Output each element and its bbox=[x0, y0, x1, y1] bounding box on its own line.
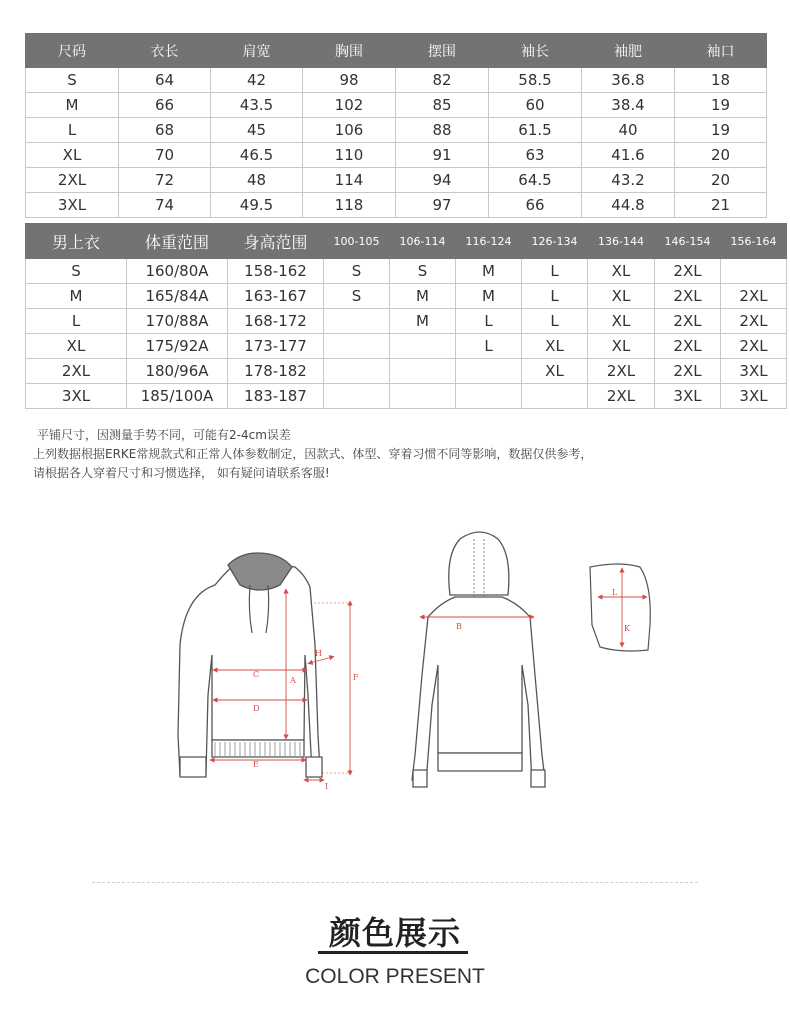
label-a: A bbox=[290, 676, 296, 685]
recommend-table-cell: M bbox=[390, 309, 456, 334]
size-table-cell: 43.2 bbox=[582, 168, 675, 193]
header-size: 尺码 bbox=[26, 34, 119, 68]
header-range-106-114: 106-114 bbox=[390, 224, 456, 259]
label-d: D bbox=[253, 704, 260, 713]
recommend-table-cell: M bbox=[456, 284, 522, 309]
header-cuff: 袖口 bbox=[675, 34, 767, 68]
size-table-cell: XL bbox=[26, 143, 119, 168]
header-height-range: 身高范围 bbox=[228, 224, 324, 259]
size-table-cell: 98 bbox=[303, 68, 396, 93]
garment-size-table bbox=[25, 33, 767, 218]
recommend-table-cell: 180/96A bbox=[127, 359, 228, 384]
size-table-cell: 21 bbox=[675, 193, 767, 218]
size-table-row bbox=[26, 168, 767, 193]
table2-header-row bbox=[26, 224, 787, 259]
recommend-table-cell: 3XL bbox=[721, 384, 787, 409]
size-table-cell: 63 bbox=[489, 143, 582, 168]
header-shoulder: 肩宽 bbox=[211, 34, 303, 68]
label-l: L bbox=[612, 588, 618, 597]
note-line-2: 上列数据根据ERKE常规款式和正常人体参数制定，因款式、体型、穿着习惯不同等影响，数据仅供参考， bbox=[33, 447, 593, 461]
size-table-cell: 91 bbox=[396, 143, 489, 168]
section-divider bbox=[92, 882, 698, 883]
recommend-table-cell: XL bbox=[26, 334, 127, 359]
recommend-table-cell: 3XL bbox=[721, 359, 787, 384]
size-table-cell: 40 bbox=[582, 118, 675, 143]
size-table-cell: S bbox=[26, 68, 119, 93]
recommend-table-cell: S bbox=[390, 259, 456, 284]
size-table-cell: 38.4 bbox=[582, 93, 675, 118]
header-range-156-164: 156-164 bbox=[721, 224, 787, 259]
recommend-table-row bbox=[26, 384, 787, 409]
recommend-table-cell: 2XL bbox=[655, 334, 721, 359]
recommend-table-cell: XL bbox=[588, 309, 655, 334]
back-hoodie-icon bbox=[412, 532, 545, 787]
size-table-cell: 97 bbox=[396, 193, 489, 218]
header-range-126-134: 126-134 bbox=[522, 224, 588, 259]
label-e: E bbox=[253, 760, 259, 769]
recommend-table-cell: 2XL bbox=[655, 309, 721, 334]
size-table-cell: 60 bbox=[489, 93, 582, 118]
label-c: C bbox=[253, 670, 260, 679]
label-b: B bbox=[456, 622, 462, 631]
recommend-table-cell bbox=[324, 334, 390, 359]
recommend-table-cell bbox=[390, 334, 456, 359]
recommend-table-cell bbox=[456, 359, 522, 384]
recommend-table-cell: L bbox=[522, 309, 588, 334]
recommend-table-cell: 2XL bbox=[721, 334, 787, 359]
recommend-table-cell: L bbox=[456, 334, 522, 359]
recommend-table-cell bbox=[324, 384, 390, 409]
recommend-table-cell: 2XL bbox=[26, 359, 127, 384]
recommend-table-cell: XL bbox=[588, 259, 655, 284]
recommend-table-cell bbox=[324, 359, 390, 384]
header-sleeve-width: 袖肥 bbox=[582, 34, 675, 68]
size-table-cell: 41.6 bbox=[582, 143, 675, 168]
size-table-cell: L bbox=[26, 118, 119, 143]
header-sleeve-length: 袖长 bbox=[489, 34, 582, 68]
size-table-cell: 74 bbox=[119, 193, 211, 218]
header-range-100-105: 100-105 bbox=[324, 224, 390, 259]
recommend-table-cell: 185/100A bbox=[127, 384, 228, 409]
recommend-table-cell: 160/80A bbox=[127, 259, 228, 284]
recommend-table-cell: 158-162 bbox=[228, 259, 324, 284]
label-k: K bbox=[624, 624, 630, 633]
label-h: H bbox=[315, 649, 322, 658]
measurement-notes bbox=[33, 426, 592, 483]
table1-header-row bbox=[26, 34, 767, 68]
recommend-table-cell: XL bbox=[522, 359, 588, 384]
recommend-table-cell: L bbox=[522, 259, 588, 284]
recommend-table-row bbox=[26, 334, 787, 359]
recommend-table-row bbox=[26, 259, 787, 284]
recommend-table-row bbox=[26, 359, 787, 384]
recommend-table-cell: S bbox=[26, 259, 127, 284]
recommend-table-cell: S bbox=[324, 284, 390, 309]
recommend-table-cell bbox=[721, 259, 787, 284]
size-table-cell: 64 bbox=[119, 68, 211, 93]
size-table-row bbox=[26, 193, 767, 218]
size-table-cell: 19 bbox=[675, 118, 767, 143]
label-f: F bbox=[353, 673, 359, 682]
note-line-3: 请根据各人穿着尺寸和习惯选择， 如有疑问请联系客服! bbox=[33, 466, 330, 480]
size-table-cell: 70 bbox=[119, 143, 211, 168]
size-table-cell: 20 bbox=[675, 168, 767, 193]
size-table-cell: 64.5 bbox=[489, 168, 582, 193]
recommend-table-cell: 173-177 bbox=[228, 334, 324, 359]
note-line-1: 平铺尺寸，因测量手势不同，可能有2-4cm误差 bbox=[37, 428, 291, 442]
recommend-table-cell bbox=[522, 384, 588, 409]
recommend-table-cell: XL bbox=[588, 284, 655, 309]
header-range-136-144: 136-144 bbox=[588, 224, 655, 259]
header-chest: 胸围 bbox=[303, 34, 396, 68]
recommend-table-cell: 3XL bbox=[655, 384, 721, 409]
size-table-cell: 36.8 bbox=[582, 68, 675, 93]
recommend-table-cell: L bbox=[522, 284, 588, 309]
recommend-table-cell: 175/92A bbox=[127, 334, 228, 359]
recommend-table-row bbox=[26, 284, 787, 309]
size-table-cell: 48 bbox=[211, 168, 303, 193]
size-table-cell: 2XL bbox=[26, 168, 119, 193]
recommend-table-cell bbox=[456, 384, 522, 409]
recommend-table-cell: 2XL bbox=[655, 259, 721, 284]
size-table-cell: 82 bbox=[396, 68, 489, 93]
size-table-cell: 94 bbox=[396, 168, 489, 193]
recommend-table-cell: 3XL bbox=[26, 384, 127, 409]
size-table-row bbox=[26, 118, 767, 143]
recommend-table-cell: 2XL bbox=[655, 359, 721, 384]
size-table-row bbox=[26, 68, 767, 93]
header-range-146-154: 146-154 bbox=[655, 224, 721, 259]
recommend-table-cell: 2XL bbox=[655, 284, 721, 309]
recommend-table-cell: L bbox=[456, 309, 522, 334]
size-table-cell: 68 bbox=[119, 118, 211, 143]
size-table-cell: 20 bbox=[675, 143, 767, 168]
header-range-116-124: 116-124 bbox=[456, 224, 522, 259]
size-table-cell: 19 bbox=[675, 93, 767, 118]
size-table-cell: 45 bbox=[211, 118, 303, 143]
size-table-cell: 118 bbox=[303, 193, 396, 218]
size-table-cell: 72 bbox=[119, 168, 211, 193]
recommend-table-cell: 178-182 bbox=[228, 359, 324, 384]
hoodie-measurement-diagram bbox=[160, 525, 660, 800]
size-table-cell: M bbox=[26, 93, 119, 118]
recommend-table-cell: 170/88A bbox=[127, 309, 228, 334]
header-hem: 摆围 bbox=[396, 34, 489, 68]
recommend-table-cell: 168-172 bbox=[228, 309, 324, 334]
size-table-cell: 18 bbox=[675, 68, 767, 93]
size-table-cell: 3XL bbox=[26, 193, 119, 218]
size-table-cell: 66 bbox=[119, 93, 211, 118]
recommend-table-cell: M bbox=[26, 284, 127, 309]
size-table-cell: 114 bbox=[303, 168, 396, 193]
size-table-cell: 102 bbox=[303, 93, 396, 118]
size-table-cell: 46.5 bbox=[211, 143, 303, 168]
recommend-table-cell bbox=[324, 309, 390, 334]
size-table-cell: 110 bbox=[303, 143, 396, 168]
header-menswear: 男上衣 bbox=[26, 224, 127, 259]
header-weight-range: 体重范围 bbox=[127, 224, 228, 259]
size-table-cell: 49.5 bbox=[211, 193, 303, 218]
recommend-table-cell: XL bbox=[522, 334, 588, 359]
recommend-table-cell: 2XL bbox=[721, 284, 787, 309]
recommend-table-cell: 2XL bbox=[588, 359, 655, 384]
recommend-table-cell: 2XL bbox=[588, 384, 655, 409]
header-length: 衣长 bbox=[119, 34, 211, 68]
hood-side-icon bbox=[590, 564, 650, 651]
recommend-table-cell: M bbox=[456, 259, 522, 284]
recommend-table-cell bbox=[390, 384, 456, 409]
size-table-cell: 58.5 bbox=[489, 68, 582, 93]
size-table-cell: 66 bbox=[489, 193, 582, 218]
label-i: I bbox=[325, 782, 329, 791]
recommend-table-cell: 163-167 bbox=[228, 284, 324, 309]
size-table-cell: 85 bbox=[396, 93, 489, 118]
size-table-row bbox=[26, 93, 767, 118]
recommend-table-cell: M bbox=[390, 284, 456, 309]
recommend-table-cell: S bbox=[324, 259, 390, 284]
size-table-cell: 42 bbox=[211, 68, 303, 93]
size-table-cell: 88 bbox=[396, 118, 489, 143]
size-table-cell: 106 bbox=[303, 118, 396, 143]
recommend-table-cell: L bbox=[26, 309, 127, 334]
recommend-table-row bbox=[26, 309, 787, 334]
recommend-table-cell bbox=[390, 359, 456, 384]
title-underline bbox=[318, 951, 468, 954]
size-table-row bbox=[26, 143, 767, 168]
color-section-subtitle: COLOR PRESENT bbox=[305, 965, 485, 988]
recommend-table-cell: 2XL bbox=[721, 309, 787, 334]
color-section-title: 颜色展示 bbox=[328, 914, 461, 952]
size-recommendation-table bbox=[25, 223, 787, 409]
recommend-table-cell: 165/84A bbox=[127, 284, 228, 309]
size-table-cell: 44.8 bbox=[582, 193, 675, 218]
size-table-cell: 43.5 bbox=[211, 93, 303, 118]
recommend-table-cell: XL bbox=[588, 334, 655, 359]
size-table-cell: 61.5 bbox=[489, 118, 582, 143]
recommend-table-cell: 183-187 bbox=[228, 384, 324, 409]
